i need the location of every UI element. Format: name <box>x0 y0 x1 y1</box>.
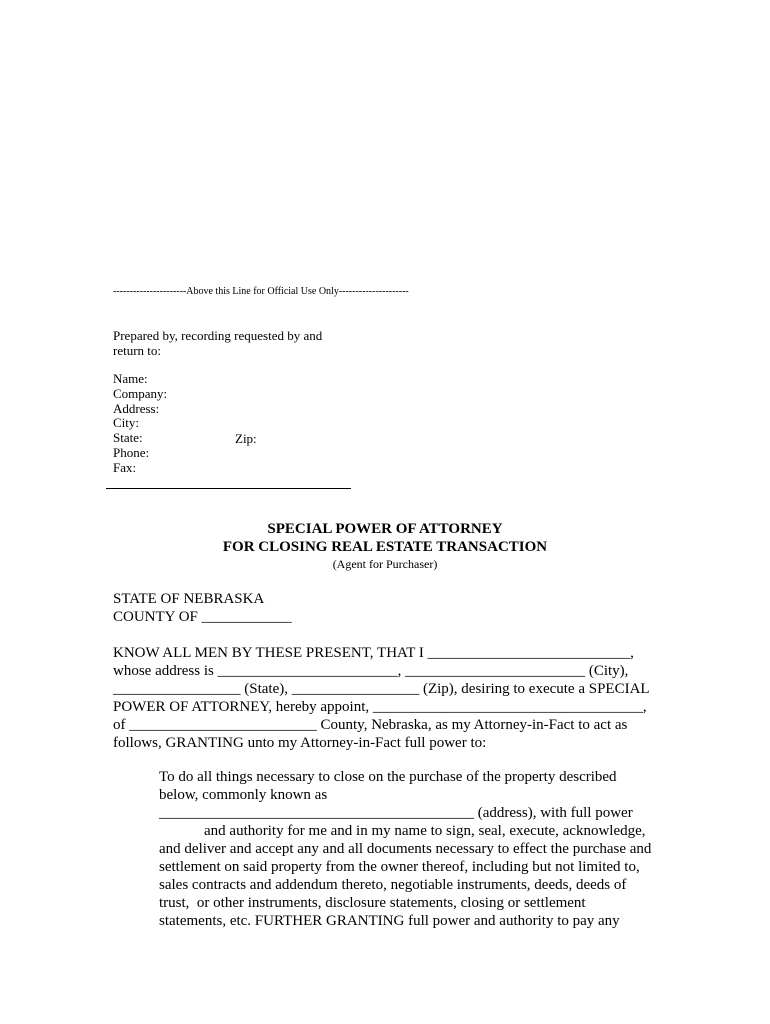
fax-label: Fax: <box>113 459 137 475</box>
body-line: KNOW ALL MEN BY THESE PRESENT, THAT I ___________________________, <box>113 645 634 661</box>
city-label: City: <box>113 415 140 431</box>
indented-line: sales contracts and addendum thereto, negotiable instruments, deeds, deeds of <box>159 877 627 893</box>
body-line: POWER OF ATTORNEY, hereby appoint, ____________________________________, <box>113 699 647 715</box>
separator-rule <box>106 488 351 489</box>
phone-label: Phone: <box>113 444 150 460</box>
indented-line: To do all things necessary to close on the purchase of the property described <box>159 769 617 785</box>
state-label: State: <box>113 430 143 446</box>
address-label: Address: <box>113 400 160 416</box>
document-title-line-2: FOR CLOSING REAL ESTATE TRANSACTION <box>222 539 548 555</box>
venue-state: STATE OF NEBRASKA <box>113 591 265 607</box>
prepared-by-block <box>113 328 322 358</box>
name-label: Name: <box>113 371 148 386</box>
body-paragraph <box>113 644 650 752</box>
document-subtitle: (Agent for Purchaser) <box>332 557 438 571</box>
return-to-fields <box>113 372 167 476</box>
body-line: _________________ (State), _________________ (Zip), desiring to execute a SPECIAL <box>113 681 650 697</box>
company-label: Company: <box>113 385 168 401</box>
indented-paragraph <box>159 768 651 930</box>
indented-line: and deliver and accept any and all documents necessary to effect the purchase and <box>159 841 652 857</box>
venue-county: COUNTY OF ____________ <box>113 609 292 625</box>
indented-line: statements, etc. FURTHER GRANTING full power and authority to pay any <box>159 913 620 929</box>
official-use-line: ----------------------Above this Line for Official Use Only--------------------- <box>113 286 409 297</box>
body-line: of _________________________ County, Nebraska, as my Attorney-in-Fact to act as <box>113 717 628 733</box>
zip-label: Zip: <box>235 431 257 446</box>
indented-line: __________________________________________ (address), with full power <box>159 805 633 821</box>
indented-line: settlement on said property from the owner thereof, including but not limited to, <box>159 859 640 875</box>
body-line: whose address is ________________________, ________________________ (City), <box>113 663 629 679</box>
prepared-by-line-1: Prepared by, recording requested by and <box>113 328 323 343</box>
indented-line: trust, or other instruments, disclosure statements, closing or settlement <box>159 895 586 911</box>
prepared-by-line-2: return to: <box>113 343 162 358</box>
indented-line: below, commonly known as <box>159 787 328 803</box>
indented-line: and authority for me and in my name to sign, seal, execute, acknowledge, <box>159 823 646 839</box>
document-title: SPECIAL POWER OF ATTORNEY <box>267 521 503 537</box>
body-line: follows, GRANTING unto my Attorney-in-Fact full power to: <box>113 735 487 751</box>
venue-block <box>113 590 292 626</box>
